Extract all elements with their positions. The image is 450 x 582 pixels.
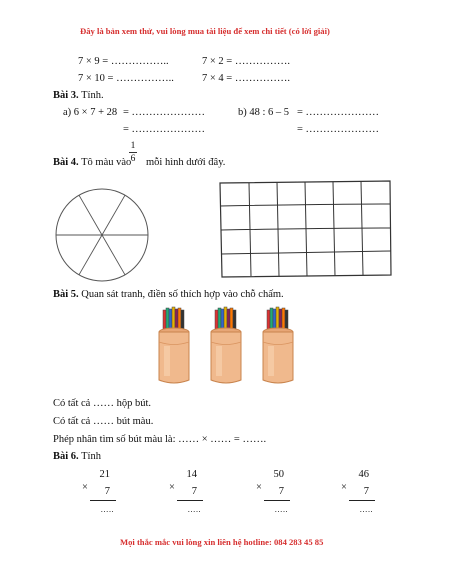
- result-blank: …..: [359, 505, 373, 514]
- multiplier: 7: [278, 486, 284, 497]
- multiplicand: 21: [99, 469, 110, 480]
- multiplicand: 50: [273, 469, 284, 480]
- exercise-5-line-2: Có tất cả …… bút màu.: [53, 416, 154, 427]
- times-sign: ×: [256, 482, 262, 493]
- fraction-numerator: 1: [130, 141, 136, 151]
- exercise-3-instruction: Tính.: [81, 90, 104, 101]
- result-line: [349, 500, 375, 501]
- result-line: [264, 500, 290, 501]
- exercise-3-title: Bài 3.: [53, 90, 79, 101]
- calc-row-1-right: 7 × 2 = …………….: [202, 56, 290, 67]
- calc-row-2-right: 7 × 4 = …………….: [202, 73, 290, 84]
- exercise-5-instruction: Quan sát tranh, điền số thích hợp vào chỗ chấm.: [81, 289, 284, 300]
- result-line: [90, 500, 116, 501]
- exercise-6-title: Bài 6.: [53, 451, 79, 462]
- exercise-3b-expression: b) 48 : 6 – 5: [238, 107, 290, 118]
- exercise-3a-answer-1: = …………………: [123, 107, 206, 118]
- fraction-one-sixth: [129, 141, 137, 164]
- result-blank: …..: [187, 505, 201, 514]
- hotline-banner: Mọi thắc mắc vui lòng xin liên hệ hotline: 084 283 45 85: [120, 537, 324, 547]
- circle-six-parts: [54, 187, 150, 283]
- exercise-3b-answer-1: = …………………: [297, 107, 380, 118]
- times-sign: ×: [169, 482, 175, 493]
- exercise-5-line-3: Phép nhân tìm số bút màu là: …… × …… = …….: [53, 434, 267, 445]
- calc-row-2-left: 7 × 10 = ……………..: [78, 73, 174, 84]
- pencil-cup-2: [202, 304, 250, 388]
- multiplier: 7: [363, 486, 369, 497]
- multiplicand: 46: [358, 469, 369, 480]
- exercise-5-title: Bài 5.: [53, 289, 79, 300]
- grid-rectangle: [218, 178, 394, 280]
- exercise-3b-answer-2: = …………………: [297, 124, 380, 135]
- multiplicand: 14: [186, 469, 197, 480]
- exercise-6-instruction: Tính: [81, 451, 101, 462]
- exercise-4-heading: [53, 157, 131, 168]
- exercise-5-heading: [53, 289, 284, 300]
- exercise-4-instruction-pre: Tô màu vào: [81, 157, 132, 168]
- exercise-3a-answer-2: = …………………: [123, 124, 206, 135]
- calc-row-1-left: 7 × 9 = ……………..: [78, 56, 169, 67]
- exercise-4-instruction-post: mỗi hình dưới đây.: [146, 157, 226, 168]
- times-sign: ×: [82, 482, 88, 493]
- times-sign: ×: [341, 482, 347, 493]
- exercise-6-heading: [53, 451, 101, 462]
- pencil-cup-1: [150, 304, 198, 388]
- exercise-5-line-1: Có tất cả …… hộp bút.: [53, 398, 151, 409]
- result-line: [177, 500, 203, 501]
- fraction-denominator: 6: [130, 154, 136, 164]
- result-blank: …..: [274, 505, 288, 514]
- pencil-cup-3: [254, 304, 302, 388]
- fraction-bar: [129, 152, 137, 153]
- multiplier: 7: [104, 486, 110, 497]
- exercise-4-title: Bài 4.: [53, 157, 79, 168]
- exercise-3a-expression: a) 6 × 7 + 28: [63, 107, 118, 118]
- exercise-3-heading: [53, 90, 104, 101]
- preview-banner: Đây là bản xem thử, vui lòng mua tài liệu để xem chi tiết (có lời giải): [80, 26, 330, 36]
- result-blank: …..: [100, 505, 114, 514]
- multiplier: 7: [191, 486, 197, 497]
